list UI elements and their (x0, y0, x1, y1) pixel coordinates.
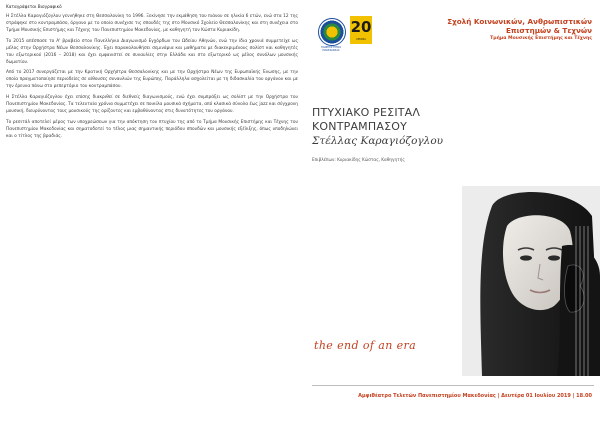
cover-panel (302, 0, 600, 424)
biography-column (6, 4, 298, 420)
portrait-illustration (462, 186, 600, 376)
department-name: Τμήμα Μουσικής Επιστήμης και Τέχνης (490, 36, 592, 41)
bio-paragraph: Το 2015 απέσπασε το Α' βραβείο στον Πανελλήνιο Διαγωνισμό Εγχόρδων του Ωδείου Αθηνών, ενώ την ίδια χρονιά συμμετείχε ως μέλος στην Ορχήστρα Νέων Θεσσαλονίκης. Έχει παρακολουθήσει σεμινάρια και μαθήματα με διακεκριμένους σολίστ και καθηγητές του εξωτερικού (2016 – 2018) και έχει εμφανιστεί σε συναυλίες στην Ελλάδα και στο εξωτερικό ως μέλος συνόλων μουσικής δωματίου. (6, 38, 298, 65)
anniversary-logo-caption: ΧΡΟΝΙΑ (356, 38, 366, 41)
school-name-line1: Σχολή Κοινωνικών, Ανθρωπιστικών (447, 17, 592, 26)
bio-paragraph: Η Στέλλα Καραγιόζογλου έχει επίσης διακριθεί σε διεθνείς διαγωνισμούς, ενώ έχει συμπράξει ως σολίστ με την Ορχήστρα του Πανεπιστημίου Μακεδονίας. Τα τελευταία χρόνια συμμετέχει σε ποικίλα μουσικά σχήματα, από κλασικά σύνολα έως jazz και σύγχρονη μουσική, διευρύνοντας τους μουσικούς της ορίζοντες και εμβαθύνοντας στις δυνατότητες του οργάνου. (6, 94, 298, 115)
title-line1: ΠΤΥΧΙΑΚΟ ΡΕΣΙΤΑΛ (312, 106, 421, 119)
bio-paragraph: Από το 2017 συνεργάζεται με την Κρατική Ορχήστρα Θεσσαλονίκης και με την Ορχήστρα Νέων της Ευρωπαϊκής Ένωσης, με την οποία πραγματοποίησε περιοδείες σε αίθουσες συναυλιών της Ευρώπης. Παράλληλα ασχολείται με τη διδασκαλία του οργάνου και με την έρευνα πάνω στο ρεπερτόριο του κοντραμπάσου. (6, 70, 298, 90)
performer-portrait-image (462, 186, 600, 376)
school-name-line2: Επιστημών & Τεχνών (506, 25, 592, 35)
title-line2: ΚΟΝΤΡΑΜΠΑΣΟΥ (312, 119, 407, 133)
bio-paragraph: Το ρεσιτάλ αποτελεί μέρος των υποχρεώσεων για την απόκτηση του πτυχίου της από το Τμήμα Μουσικής Επιστήμης και Τέχνης του Πανεπιστημίου Μακεδονίας και σηματοδοτεί το τέλος μιας σημαντικής περιόδου σπουδών και μουσικής εξέλιξης, όπως υποδηλώνει και ο τίτλος της βραδιάς. (6, 119, 298, 139)
bio-paragraph: Η Στέλλα Καραγιόζογλου γεννήθηκε στη Θεσσαλονίκη το 1996. Ξεκίνησε την εκμάθηση του πιάνου σε ηλικία 6 ετών, ενώ στα 12 της στράφηκε στο κοντραμπάσο, όργανο με το οποίο συνέχισε τις σπουδές της στο Μουσικό Σχολείο Θεσσαλονίκης και στη συνέχεια στο Τμήμα Μουσικής Επιστήμης και Τέχνης του Πανεπιστημίου Μακεδονίας, με καθηγητή τον Κώστα Κυριακίδη. (6, 14, 298, 34)
supervisor-credit: Επιβλέπων: Κυριακίδης Κώστας, Καθηγητής (312, 157, 405, 162)
school-name-block (402, 18, 592, 43)
event-details: Αμφιθέατρο Τελετών Πανεπιστημίου Μακεδονίας | Δευτέρα 01 Ιουλίου 2019 | 18.00 (358, 393, 592, 399)
tagline-text: the end of an era (314, 339, 417, 352)
anniversary-logo: 20 (350, 16, 372, 44)
recital-title (312, 106, 512, 148)
university-logo-icon (318, 18, 346, 46)
performer-name: Στέλλας Καραγιόζογλου (312, 135, 444, 147)
university-logo-caption: ΠΑΝΕΠΙΣΤΗΜΙΟ ΜΑΚΕΔΟΝΙΑΣ (320, 46, 342, 52)
bio-heading: Καταγράφεται Βιογραφικό (6, 4, 62, 9)
footer-divider (312, 385, 594, 386)
